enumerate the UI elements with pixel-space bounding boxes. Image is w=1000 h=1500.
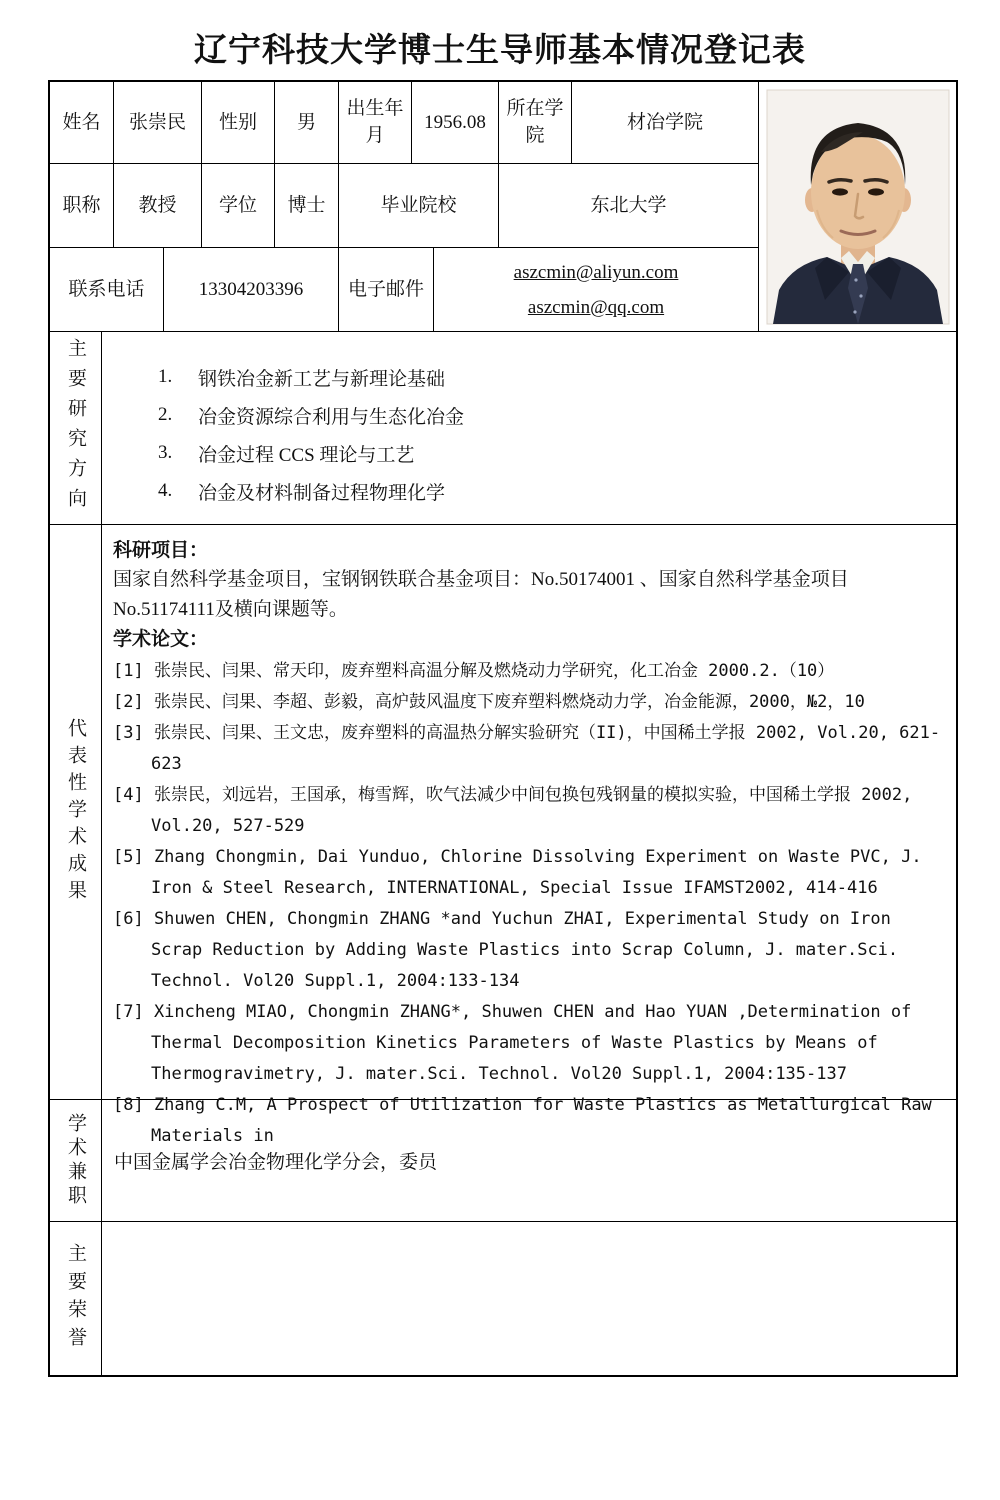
form-table [48,80,958,1377]
list-item-number: 1. [158,366,173,387]
email-label: 电子邮件 [339,248,434,331]
photo-cell [759,82,956,331]
college-label: 所在学院 [499,82,572,163]
section-academic-positions [50,1100,956,1222]
degree-label: 学位 [202,164,275,248]
papers-heading: 学术论文： [113,629,209,651]
portrait-photo [767,90,949,324]
list-item [158,434,946,472]
basic-info-block [50,82,956,332]
professional-title-label: 职称 [50,164,114,248]
alma-mater-label: 毕业院校 [339,164,499,248]
table-row-contact [50,248,758,331]
name-label: 姓名 [50,82,114,163]
list-item-number: 3. [158,442,173,463]
achievements-content [102,525,956,1147]
table-row-identity [50,82,758,164]
section-achievements [50,525,956,1147]
honors-text [102,1222,956,1375]
academic-positions-header [50,1100,102,1221]
page-title: 辽宁科技大学博士生导师基本情况登记表 [194,33,806,69]
paper-entry: [1] 张崇民、闫果、常天印，废弃塑料高温分解及燃烧动力学研究，化工冶金 2000.2.（10） [113,661,835,682]
paper-entry: [3] 张崇民、闫果、王文忠，废弃塑料的高温热分解实验研究（II)，中国稀土学报 2002, Vol.20, 621-623 [113,723,941,775]
alma-mater-value: 东北大学 [590,195,667,216]
name-value: 张崇民 [114,82,202,163]
email-values [434,248,758,331]
paper-entry: [8] Zhang C.M, A Prospect of Utilization for Waste Plastics as Metallurgical Raw Materials in [113,1095,932,1147]
list-item-text: 钢铁冶金新工艺与新理论基础 [198,368,446,390]
table-row-title-degree [50,164,758,249]
section-honors [50,1222,956,1375]
list-item [158,472,946,510]
academic-positions-label: 学术兼职 [65,1112,86,1209]
college-value: 材冶学院 [626,111,703,133]
email-link-aliyun[interactable]: aszcmin@aliyun.com [513,261,679,283]
projects-text: 国家自然科学基金项目，宝钢钢铁联合基金项目：No.50174001 、国家自然科学基金项目 No.51174111及横向课题等。 [113,569,849,621]
paper-entry: [4] 张崇民，刘远岩，王国承，梅雪辉，吹气法减少中间包换包残钢量的模拟实验，中国稀土学报 2002, Vol.20, 527-529 [113,785,913,837]
honors-label: 主要荣誉 [65,1242,86,1355]
basic-info-grid [50,82,759,331]
email-link-qq[interactable]: aszcmin@qq.com [527,296,665,318]
list-item-text: 冶金过程 CCS 理论与工艺 [198,444,415,466]
gender-value: 男 [275,82,339,163]
achievements-label: 代表性学术成果 [65,717,86,907]
honors-header [50,1222,102,1375]
list-item-number: 2. [158,404,173,425]
achievements-header [50,525,102,1099]
paper-entry: [5] Zhang Chongmin, Dai Yunduo, Chlorine Dissolving Experiment on Waste PVC, J. Iron & Steel Research, INTERNATIONAL, Special Issue IFAMST2002, 414-416 [113,847,922,899]
paper-entry: [2] 张崇民、闫果、李超、彭毅，高炉鼓风温度下废弃塑料燃烧动力学，冶金能源，2000，№2，10 [113,692,865,713]
academic-positions-text: 中国金属学会冶金物理化学分会，委员 [114,1152,438,1174]
paper-entry: [7] Xincheng MIAO, Chongmin ZHANG*, Shuwen CHEN and Hao YUAN ,Determination of Thermal Decomposition Kinetics Parameters of Waste Plastics by Means of Thermogravimetry, J. mater.Sci. Technol. Vol20 Suppl.1, 2004:135-137 [113,1002,912,1085]
section-research-directions [50,332,956,525]
list-item-text: 冶金及材料制备过程物理化学 [198,482,446,504]
degree-value: 博士 [275,164,339,248]
papers-list [113,656,944,1152]
research-directions-label: 主要研究方向 [65,338,86,519]
paper-entry: [6] Shuwen CHEN, Chongmin ZHANG *and Yuchun ZHAI, Experimental Study on Iron Scrap Reduction by Adding Waste Plastics into Scrap Column, J. mater.Sci. Technol. Vol20 Suppl.1, 2004:133-134 [113,909,899,992]
phone-value: 13304203396 [164,248,339,331]
birth-value: 1956.08 [412,82,499,163]
list-item-text: 冶金资源综合利用与生态化冶金 [198,406,465,428]
list-item [158,396,946,434]
list-item [158,358,946,396]
projects-heading: 科研项目： [113,540,209,562]
phone-label: 联系电话 [50,248,164,331]
gender-label: 性别 [202,82,275,163]
list-item-number: 4. [158,480,173,501]
research-directions-content [102,332,956,524]
professional-title-value: 教授 [114,164,202,248]
research-directions-header [50,332,102,524]
birth-label: 出生年月 [339,82,412,163]
